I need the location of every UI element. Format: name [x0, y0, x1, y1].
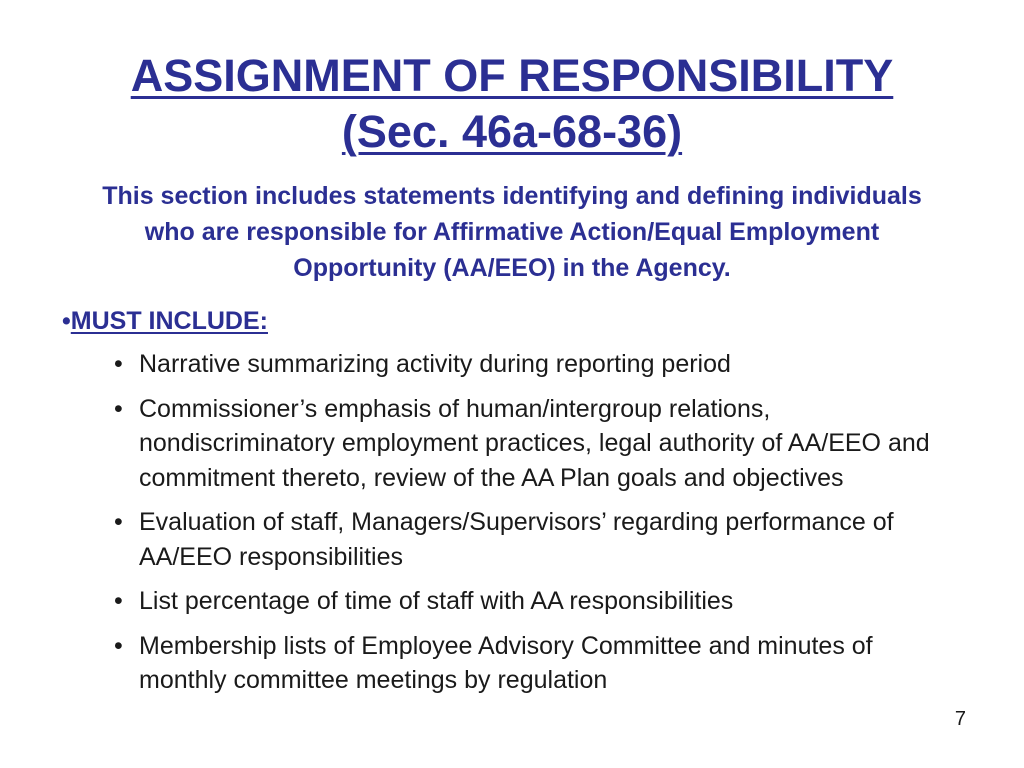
list-item-text: Commissioner’s emphasis of human/intergroup relations, nondiscriminatory employment practices, legal authority of AA/EEO and commitment thereto, review of the AA Plan goals and objectives — [139, 394, 930, 492]
slide-title-line1: ASSIGNMENT OF RESPONSIBILITY — [130, 50, 894, 101]
bullet-icon: • — [114, 631, 123, 660]
slide-title-line2: (Sec. 46a-68-36) — [341, 106, 683, 157]
slide-title — [0, 48, 1024, 160]
requirements-list — [114, 347, 954, 708]
list-item — [114, 347, 954, 382]
intro-paragraph: This section includes statements identifying and defining individuals who are responsible for Affirmative Action/Equal Employment Opportunity (AA/EEO) in the Agency. — [102, 182, 922, 282]
bullet-icon: • — [114, 394, 123, 423]
bullet-icon: • — [114, 587, 123, 615]
bullet-icon: • — [114, 508, 123, 536]
must-include-bullet-icon: • — [62, 307, 71, 335]
list-item-text: List percentage of time of staff with AA responsibilities — [139, 587, 734, 615]
list-item-text: Evaluation of staff, Managers/Supervisors’ regarding performance of AA/EEO responsibilities — [139, 508, 894, 571]
list-item-text: Narrative summarizing activity during reporting period — [139, 350, 731, 378]
list-item — [114, 584, 954, 619]
bullet-icon: • — [114, 350, 123, 378]
must-include-heading — [62, 305, 268, 337]
list-item — [114, 505, 954, 574]
list-item-text: Membership lists of Employee Advisory Committee and minutes of monthly committee meetings by regulation — [139, 631, 873, 694]
must-include-label: MUST INCLUDE: — [70, 307, 268, 335]
list-item — [114, 392, 954, 496]
list-item — [114, 629, 954, 698]
page-number: 7 — [954, 708, 966, 730]
